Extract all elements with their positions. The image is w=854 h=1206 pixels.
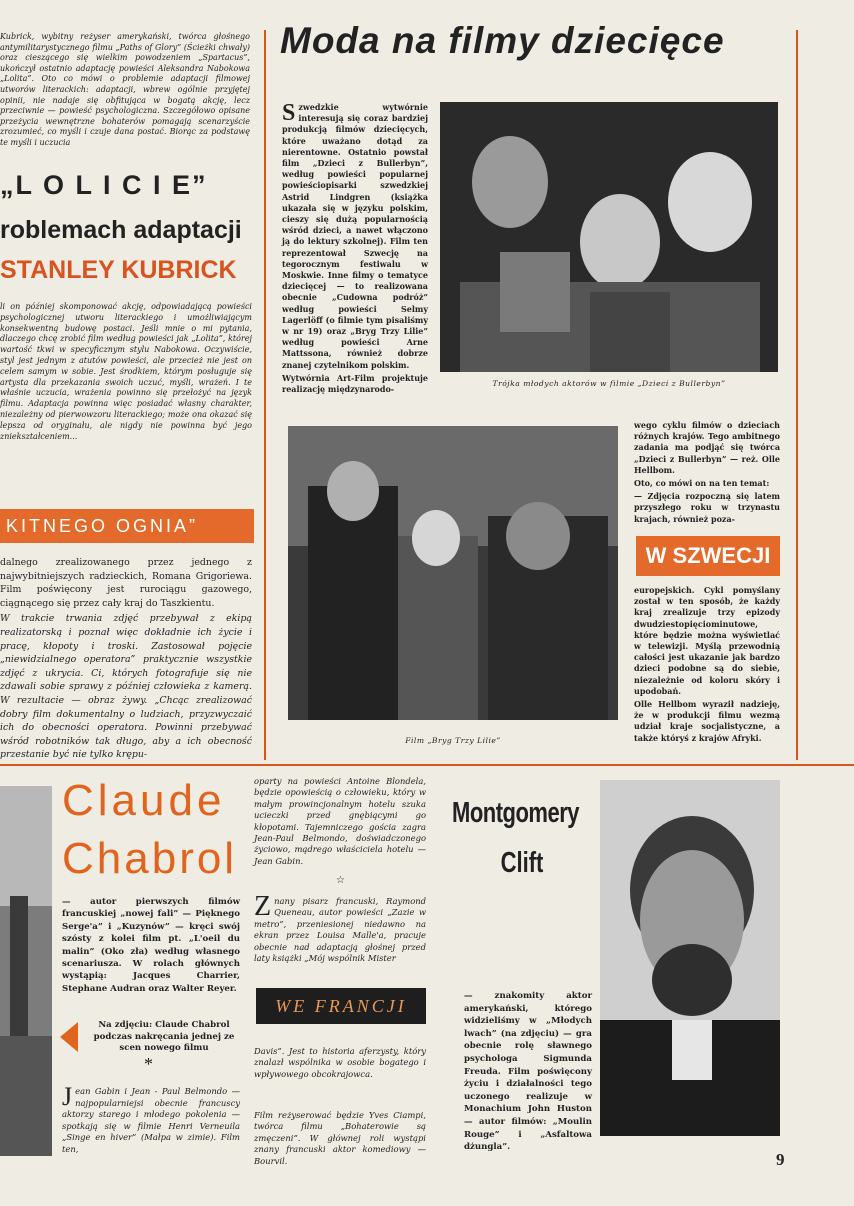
moda-right-a: wego cyklu filmów o dzieciach różnych krajów. Tego ambitnego zadania ma podjąć się twórca „Dzieci z Bullerbyn” — reż. Olle Hellbom. bbox=[634, 420, 780, 475]
section-divider bbox=[0, 764, 854, 766]
moda-right-col-top bbox=[634, 420, 780, 527]
moda-right-col-bottom bbox=[634, 585, 780, 746]
star-ornament: ☆ bbox=[336, 875, 345, 886]
kubrick-intro: Kubrick, wybitny reżyser amerykański, twórca głośnego antymilitarystycznego filmu „Paths of Glory” (Ścieżki chwały) oraz cieszącego się wielkim powodzeniem „Spartacus”, ukończył ostatnio adaptację powieści Aleksandra Nabokowa „Lolita”. Oto co mówi o problemie adaptacji filmowej utworów literackich: adaptacji, wbrew ogólnie przyjętej opinii, nie nadaje się obfitująca w bogatą akcję, lecz przeciwnie — powieść psychologiczna. Szczegółowo opisane przeżycia wewnętrzne bohaterów pomagają scenarzyście zrozumieć, co myśli i czuje dana postać. Biorąc za podstawę te myśli i uczucia bbox=[0, 32, 250, 147]
chabrol-body: — autor pierwszych filmów francuskiej „nowej fali” — Pięknego Serge'a” i „Kuzynów” — kręci swój szósty z kolei film pt. „L'oeil du malin” (Oko zła) według własnego scenariusza. W rolach głównych wystąpią: Jacques Charrier, Stephane Audran oraz Walter Reyer. bbox=[62, 897, 240, 994]
gabin-dropcap: J bbox=[62, 1082, 73, 1111]
queneau-text bbox=[254, 891, 426, 964]
ogien-title-band: KITNEGO OGNIA” bbox=[0, 509, 254, 543]
photo-bullerbyn bbox=[440, 102, 778, 372]
moda-body-col1 bbox=[282, 102, 428, 397]
ogien-paragraph-2: W trakcie trwania zdjęć przebywał z ekipą realizatorską i poznał więc dokładnie ich życie i pracę, kłopoty i troski. Zastosował pojęcie „niewidzialnego operatora” praktycznie wszystkie zdjęć z ukrycia. Ci, których fotografuje się nie zdawali sobie sprawy z później człowieka z kamerą. W rezultacie — obraz żywy. „Chcąc zrealizować dobry film dokumentalny o ludziach, przyzwyczaić ich do obecności operatora. Powinni przebywać wśród robotników tak długo, aby a ich obecność przestanie być nie tylko krępu- bbox=[0, 613, 252, 761]
clift-name-last: Clift bbox=[500, 846, 544, 879]
asterisk-ornament: * bbox=[144, 1054, 153, 1074]
queneau-body: nany pisarz francuski, Raymond Queneau, autor powieści „Zazie w metro”, przeniesionej niedawno na ekran przez Louisa Malle'a, pracuje obecnie nad adaptacją głośnej przed laty książki „Mój wspólnik Mister bbox=[254, 896, 426, 964]
w-szwecji-band: W SZWECJI bbox=[636, 536, 780, 576]
chabrol-name-last: Chabrol bbox=[62, 834, 238, 883]
clift-body: — znakomity aktor amerykański, którego widzieliśmy w „Młodych lwach” (na zdjęciu) — gra obecnie rolę sławnego psychologa Sigmunda Freuda. Film poświęcony życiu i działalności tego uczonego realizuje w Monachium John Huston — autor filmów: „Moulin Rouge” i „Asfaltowa dżungla”. bbox=[464, 991, 592, 1153]
we-francji-band: WE FRANCJI bbox=[256, 988, 426, 1024]
moda-right-b: Oto, co mówi on na ten temat: bbox=[634, 478, 770, 489]
photo-bryg-trzy-lilie bbox=[288, 426, 618, 720]
gabin-body: ean Gabin i Jean - Paul Belmondo — najpopularniejsi obecnie francuscy aktorzy starego i młodego pokolenia — spotkają się w filmie Henri Verneuila „Singe en hiver” (Małpa w zimie). Film ten, bbox=[62, 1086, 240, 1154]
ogien-body bbox=[0, 556, 252, 764]
column-rule-right bbox=[796, 30, 798, 760]
lolicie-headline: „L O L I C I E” bbox=[0, 170, 208, 200]
clift-name-first: Montgomery bbox=[452, 796, 579, 829]
gabin-text bbox=[62, 1082, 240, 1156]
moda-right-e: Olle Hellbom wyraził nadzieję, że w produkcji filmu wezmą udział kraje socjalistyczne, a także któryś z krajów Afryki. bbox=[634, 699, 780, 743]
francja-col-top: oparty na powieści Antoine Blondela, będzie opowieścią o człowieku, który w małym prowincjonalnym hotelu szuka ucieczki przed gnębiącymi go kłopotami. Tajemniczego gościa zagra Jean-Paul Belmondo, doświadczonego życiowo, mądrego właściciela hotelu — Jean Gabin. bbox=[254, 776, 426, 866]
kubrick-body: li on później skomponować akcję, odpowiadającą powieści psychologicznej utworu literackiego i umożliwiającym konsekwentną budowę postaci. Jeśli mnie o mi pytania, dlaczego chcę zrobić film według powieści jak „Lolita”, której wartość tkwi w specyficznym stylu Nabokowa. Oczywiście, styl jest jednym z atutów powieści, ale przecież nie jest on celem samym w sobie. Jest środkiem, którym posługuje się artysta dla przekazania swoich uczuć, myśli, wrażeń. I te właśnie uczucia, wrażenia powinno się przełożyć na język filmu. Adaptacja powinna więc posiadać własny charakter, niezależny od pierwowzoru literackiego; może ona okazać się lepsza od oryginału, ale nigdy nie powinna być jego zniekształceniem... bbox=[0, 302, 252, 441]
caption-bullerbyn: Trójka młodych aktorów w filmie „Dzieci z Bullerbyn” bbox=[492, 379, 726, 388]
moda-dropcap: S bbox=[282, 100, 296, 126]
chabrol-photo-caption: Na zdjęciu: Claude Chabrol podczas nakręcania jednej ze scen nowego filmu bbox=[93, 1020, 235, 1054]
kubrick-byline: STANLEY KUBRICK bbox=[0, 256, 237, 284]
queneau-dropcap: Z bbox=[254, 891, 272, 922]
ogien-paragraph-1: dalnego zrealizowanego przez jednego z najwybitniejszych radzieckich, Romana Grigoriewa. Film poświęcony jest rurociągu gazowego, ciągnącego się przez cały kraj do Taszkientu. bbox=[0, 557, 252, 609]
moda-right-d: europejskich. Cykl pomyślany został w ten sposób, że każdy kraj zrealizuje trzy epizody dwudziestopięciominutowe, które będzie można wyświetlać w telewizji. Myślą przewodnią całości jest ukazanie jak bardzo dzieci podobne są do siebie, niezależnie od koloru skóry i upodobań. bbox=[634, 585, 780, 696]
francja-davis: Davis”. Jest to historia aferzysty, który znalazł wspólnika w osobie bogatego i wpływowego obcokrajowca. bbox=[254, 1046, 426, 1079]
page-number: 9 bbox=[776, 1150, 785, 1169]
moda-title: Moda na filmy dziecięce bbox=[280, 20, 725, 61]
francja-ciampi: Film reżyserować będzie Yves Ciampi, twórca filmu „Bohaterowie są zmęczeni”. W głównej roli wystąpi znany francuski aktor komediowy — Bourvil. bbox=[254, 1110, 426, 1166]
moda-text-1b: Wytwórnia Art-Film projektuje realizację międzynarodo- bbox=[282, 372, 428, 395]
moda-text-1: zwedzkie wytwórnie interesują się coraz bardziej produkcją filmów dziecięcych, które uważano dotąd za nierentowne. Ostatnio powstał film „Dzieci z Bullerbyn”, według powieści popularnej powieściopisarki szwedzkiej Astrid Lindgren (książka ukazała się w języku polskim, cieszy się dużą popularnością wśród dzieci, a nawet włączono ją do lektury szkolnej). Film ten reprezentował Szwecję na tegorocznym festiwalu w Moskwie. Inne filmy o tematyce dziecięcej — to realizowana obecnie „Cudowna podróż” według powieści Selmy Lagerlöff (o filmie tym pisaliśmy w nr 19) oraz „Bryg Trzy Lilie” według powieści Arne Mattssona, również dobrze znanej czytelnikom polskim. bbox=[282, 102, 428, 370]
column-rule-left bbox=[264, 30, 266, 760]
triangle-pointer-icon bbox=[60, 1022, 78, 1052]
adaptation-headline: roblemach adaptacji bbox=[0, 216, 242, 244]
moda-right-c: — Zdjęcia rozpoczną się latem przyszłego roku w trzynastu krajach, również poza- bbox=[634, 491, 780, 524]
chabrol-name-first: Claude bbox=[62, 776, 226, 825]
photo-montgomery-clift bbox=[600, 780, 780, 1136]
caption-bryg-trzy-lilie: Film „Bryg Trzy Lilie” bbox=[405, 736, 501, 745]
photo-chabrol bbox=[0, 786, 52, 1156]
